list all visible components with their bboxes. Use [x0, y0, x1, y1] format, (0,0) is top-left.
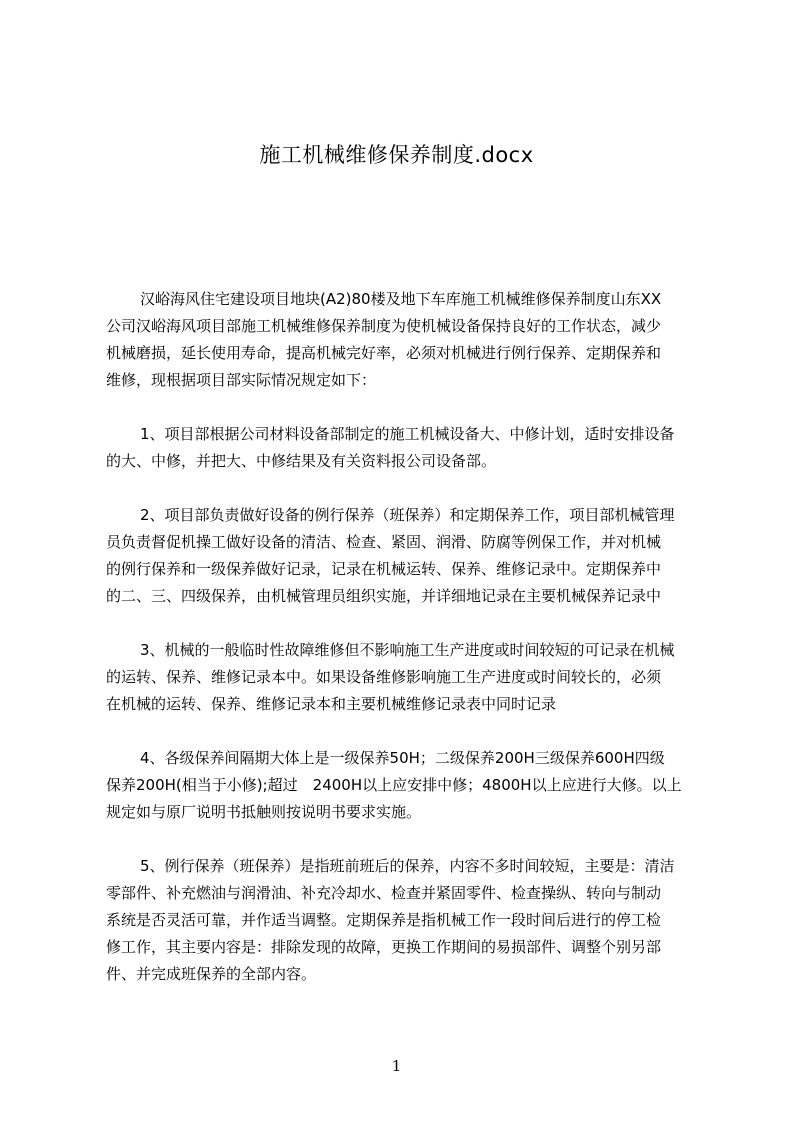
paragraph-item-1 [106, 421, 710, 475]
paragraph-item-4 [106, 745, 710, 826]
paragraph-line: 1、项目部根据公司材料设备部制定的施工机械设备大、中修计划，适时安排设备 [140, 425, 675, 443]
paragraph-line: 2、项目部负责做好设备的例行保养（班保养）和定期保养工作，项目部机械管理 [140, 506, 675, 524]
paragraph-item-5 [106, 853, 710, 988]
page-number: 1 [391, 1057, 402, 1075]
paragraph-line: 的例行保养和一级保养做好记录，记录在机械运转、保养、维修记录中。定期保养中 [106, 560, 662, 578]
paragraph-line: 3、机械的一般临时性故障维修但不影响施工生产进度或时间较短的可记录在机械 [140, 641, 675, 659]
document-title: 施工机械维修保养制度.docx [259, 143, 534, 167]
paragraph-line: 规定如与原厂说明书抵触则按说明书要求实施。 [106, 803, 422, 821]
paragraph-line: 机械磨损，延长使用寿命，提高机械完好率，必须对机械进行例行保养、定期保养和 [106, 344, 662, 362]
paragraph-line: 公司汉峪海风项目部施工机械维修保养制度为使机械设备保持良好的工作状态，减少 [106, 317, 662, 335]
paragraph-line: 5、例行保养（班保养）是指班前班后的保养，内容不多时间较短，主要是：清洁 [140, 857, 675, 875]
paragraph-item-2 [106, 502, 710, 610]
paragraph-line: 的大、中修，并把大、中修结果及有关资料报公司设备部。 [106, 452, 497, 470]
paragraph-line: 员负责督促机操工做好设备的清洁、检查、紧固、润滑、防腐等例保工作，并对机械 [106, 533, 662, 551]
paragraph-line: 件、并完成班保养的全部内容。 [106, 965, 317, 983]
paragraph-line: 保养200H(相当于小修);超过 2400H以上应安排中修；4800H以上应进行大修。以上 [106, 776, 682, 794]
paragraph-line: 维修，现根据项目部实际情况规定如下： [106, 371, 377, 389]
paragraph-line: 系统是否灵活可靠，并作适当调整。定期保养是指机械工作一段时间后进行的停工检 [106, 911, 662, 929]
paragraph-line: 汉峪海风住宅建设项目地块(A2)80楼及地下车库施工机械维修保养制度山东XX [140, 290, 662, 308]
paragraph-line: 的运转、保养、维修记录本中。如果设备维修影响施工生产进度或时间较长的，必须 [106, 668, 662, 686]
paragraph-line: 在机械的运转、保养、维修记录本和主要机械维修记录表中同时记录 [106, 695, 557, 713]
paragraph-item-3 [106, 637, 710, 718]
paragraph-line: 的二、三、四级保养，由机械管理员组织实施，并详细地记录在主要机械保养记录中 [106, 587, 662, 605]
paragraph-line: 修工作，其主要内容是：排除发现的故障，更换工作期间的易损部件、调整个别另部 [106, 938, 662, 956]
document-body [106, 286, 710, 1015]
paragraph-line: 零部件、补充燃油与润滑油、补充冷却水、检查并紧固零件、检查操纵、转向与制动 [106, 884, 662, 902]
paragraph-line: 4、各级保养间隔期大体上是一级保养50H；二级保养200H三级保养600H四级 [140, 749, 665, 767]
paragraph-intro [106, 286, 710, 394]
